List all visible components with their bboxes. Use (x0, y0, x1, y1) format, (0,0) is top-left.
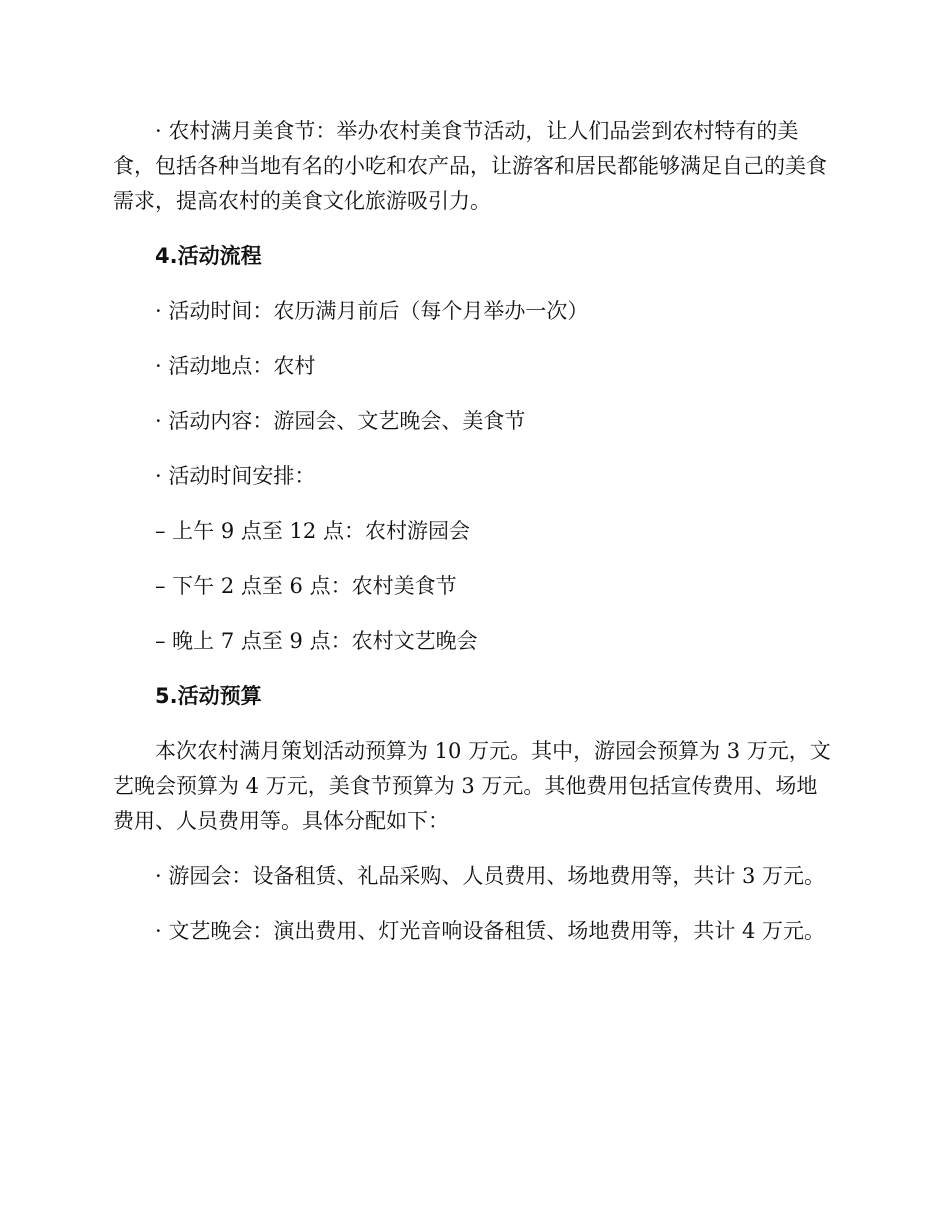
schedule-heading-item: · 活动时间安排： (155, 464, 316, 488)
schedule-evening-item: – 晚上 7 点至 9 点：农村文艺晚会 (155, 629, 478, 653)
section-4-heading: 4.活动流程 (155, 244, 262, 268)
activity-location-item: · 活动地点：农村 (155, 354, 316, 378)
section-5-heading: 5.活动预算 (155, 684, 262, 708)
budget-garden-item: · 游园会：设备租赁、礼品采购、人员费用、场地费用等，共计 3 万元。 (155, 864, 826, 888)
document-page (113, 114, 835, 949)
budget-intro-paragraph: 本次农村满月策划活动预算为 10 万元。其中，游园会预算为 3 万元，文艺晚会预算为 4 万元，美食节预算为 3 万元。其他费用包括宣传费用、场地费用、人员费用等。具体分配如下： (113, 739, 831, 833)
schedule-morning-item: – 上午 9 点至 12 点：农村游园会 (155, 519, 470, 543)
schedule-afternoon-item: – 下午 2 点至 6 点：农村美食节 (155, 574, 457, 598)
budget-gala-item: · 文艺晚会：演出费用、灯光音响设备租赁、场地费用等，共计 4 万元。 (155, 919, 826, 943)
food-festival-paragraph: · 农村满月美食节：举办农村美食节活动，让人们品尝到农村特有的美食，包括各种当地有名的小吃和农产品，让游客和居民都能够满足自己的美食需求，提高农村的美食文化旅游吸引力。 (113, 119, 827, 213)
activity-time-item: · 活动时间：农历满月前后（每个月举办一次） (155, 299, 589, 323)
activity-content-item: · 活动内容：游园会、文艺晚会、美食节 (155, 409, 526, 433)
